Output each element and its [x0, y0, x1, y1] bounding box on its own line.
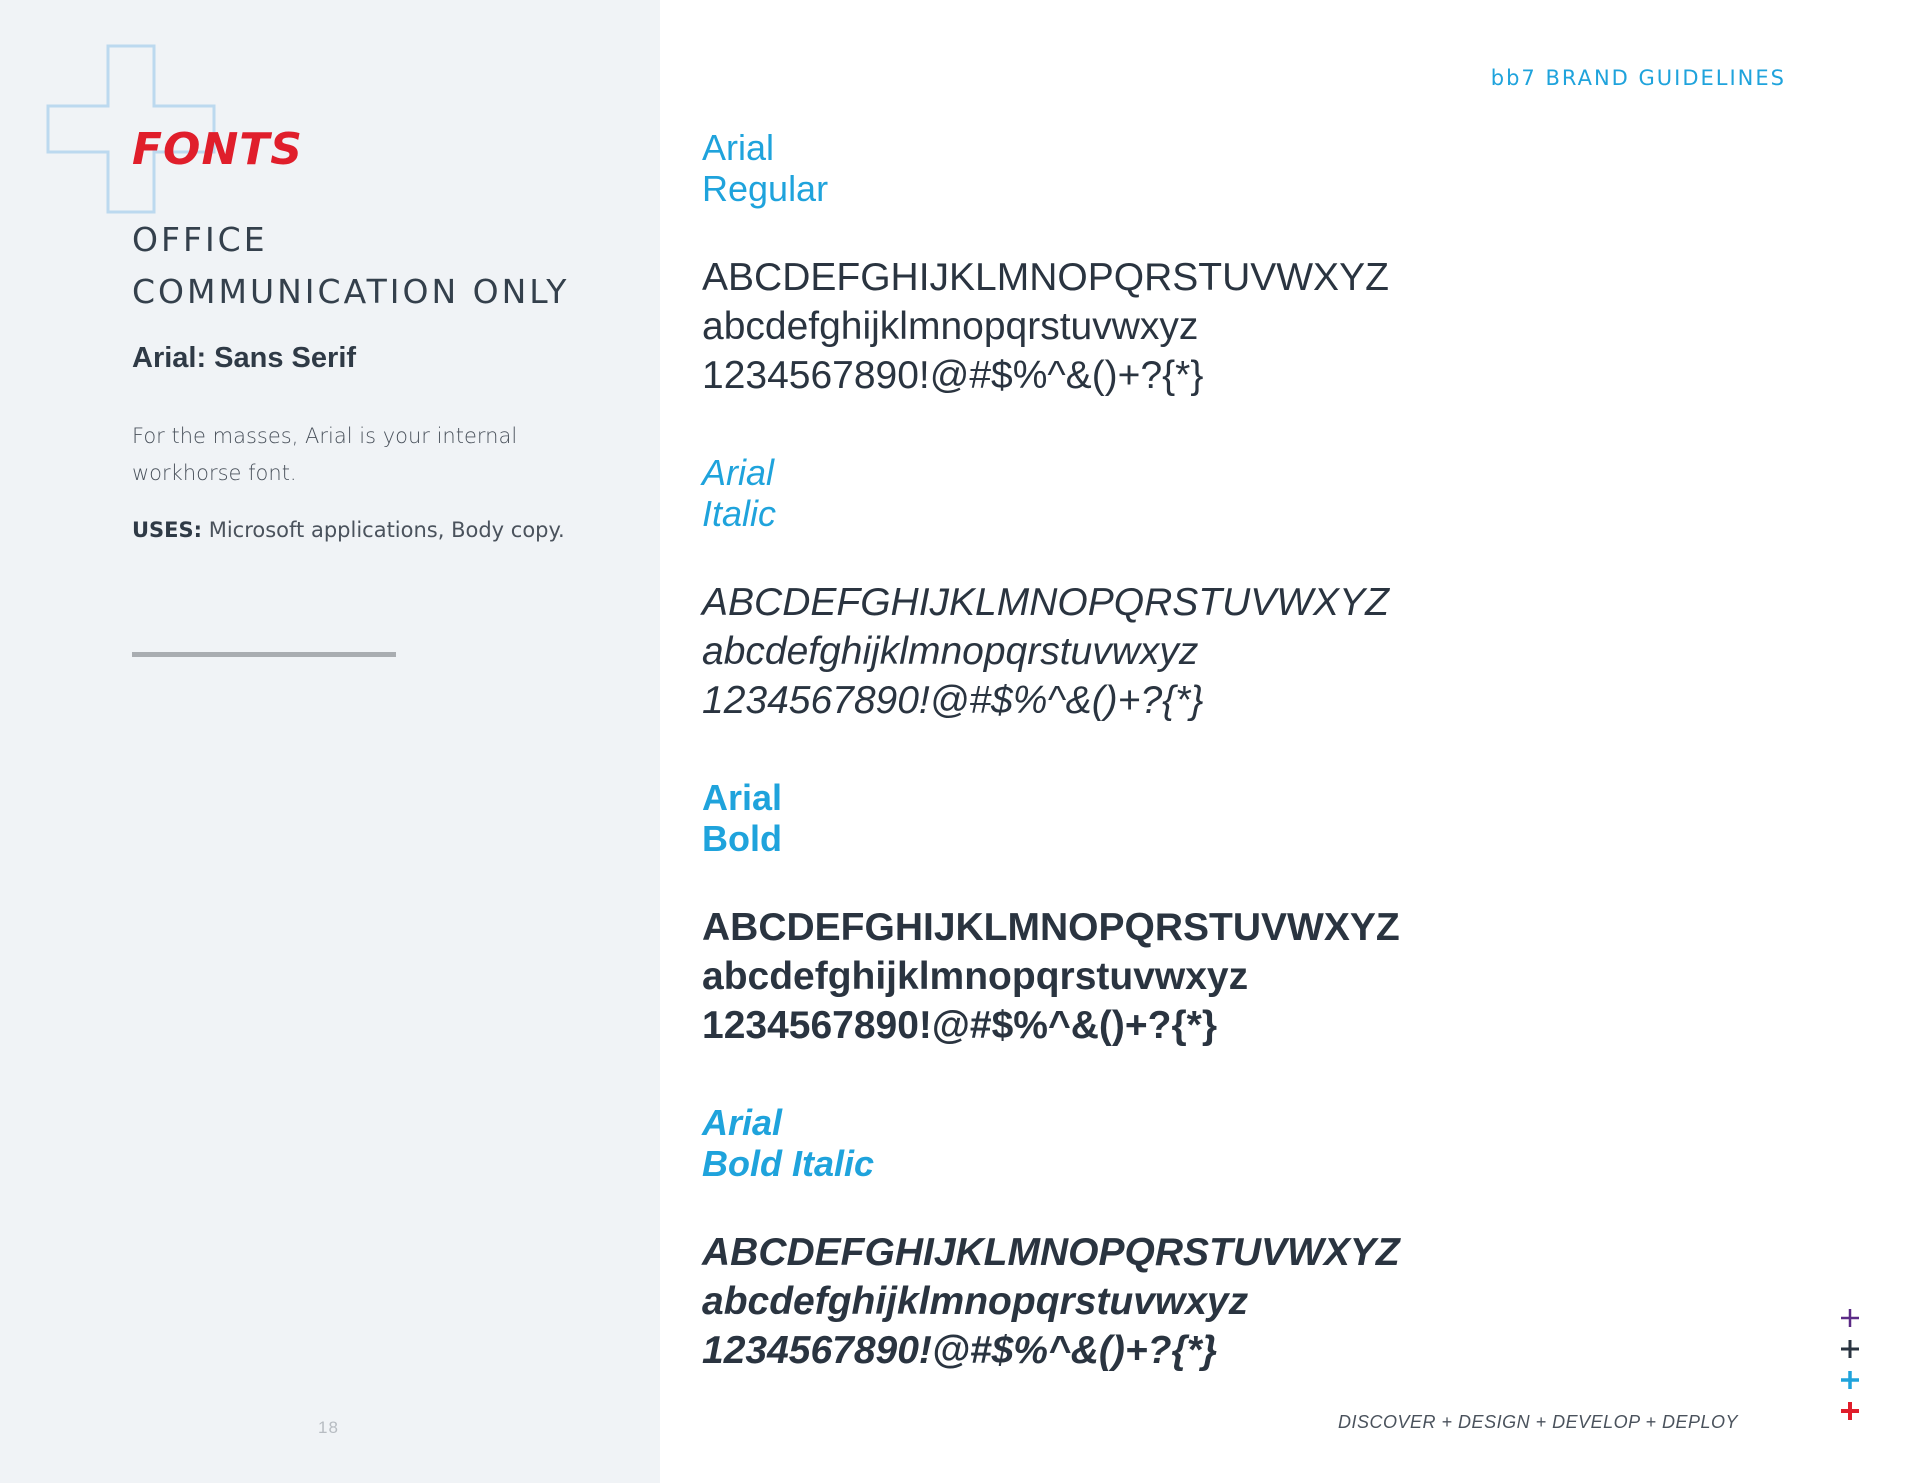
lowercase-line: abcdefghijklmnopqrstuvwxyz: [702, 630, 1199, 673]
plus-stack: [1838, 1306, 1866, 1430]
sample-title-line1: Arial: [702, 452, 775, 493]
uppercase-line: ABCDEFGHIJKLMNOPQRSTUVWXYZ: [702, 581, 1389, 624]
footer-tagline: DISCOVER + DESIGN + DEVELOP + DEPLOY: [1338, 1412, 1738, 1432]
lowercase-line: abcdefghijklmnopqrstuvwxyz: [702, 955, 1249, 998]
uppercase-line: ABCDEFGHIJKLMNOPQRSTUVWXYZ: [702, 256, 1389, 299]
sample-arial-regular: [702, 127, 1389, 400]
sample-arial-bold-italic: [702, 1102, 1400, 1375]
sample-title-line2: Bold: [702, 818, 782, 859]
divider: [132, 652, 396, 657]
sample-arial-bold: [702, 777, 1400, 1050]
numbers-line: 1234567890!@#$%^&()+?{*}: [702, 354, 1204, 397]
font-description: For the masses, Arial is your internal workhorse font.: [132, 424, 518, 485]
sample-arial-italic: [702, 452, 1389, 725]
uses-label: USES:: [132, 518, 203, 542]
numbers-line: 1234567890!@#$%^&()+?{*}: [702, 1329, 1218, 1372]
page-number: 18: [318, 1418, 339, 1437]
sample-title: [702, 777, 1400, 859]
plus-red-icon: [1838, 1399, 1862, 1423]
sample-title-line2: Italic: [702, 493, 777, 534]
page-title: FONTS: [132, 124, 303, 175]
uppercase-line: ABCDEFGHIJKLMNOPQRSTUVWXYZ: [702, 906, 1400, 949]
font-uses: [132, 512, 572, 549]
sample-characters: [702, 1228, 1400, 1375]
numbers-line: 1234567890!@#$%^&()+?{*}: [702, 679, 1204, 722]
plus-purple-icon: [1838, 1306, 1862, 1330]
sample-title: [702, 452, 1389, 534]
numbers-line: 1234567890!@#$%^&()+?{*}: [702, 1004, 1218, 1047]
sample-title-line2: Bold Italic: [702, 1143, 875, 1184]
plus-blue-icon: [1838, 1368, 1862, 1392]
plus-navy-icon: [1838, 1337, 1862, 1361]
sample-title: [702, 1102, 1400, 1184]
sample-title: [702, 127, 1389, 209]
font-family-name: Arial: Sans Serif: [132, 342, 357, 374]
left-panel: [0, 0, 660, 1483]
sample-characters: [702, 903, 1400, 1050]
sample-title-line1: Arial: [702, 127, 775, 168]
header-label: bb7 BRAND GUIDELINES: [1490, 66, 1786, 90]
sample-title-line1: Arial: [702, 1102, 783, 1143]
lowercase-line: abcdefghijklmnopqrstuvwxyz: [702, 1280, 1249, 1323]
section-subtitle: OFFICE COMMUNICATION ONLY: [132, 220, 570, 311]
sample-characters: [702, 578, 1389, 725]
uses-text: Microsoft applications, Body copy.: [202, 518, 565, 542]
sample-title-line2: Regular: [702, 168, 829, 209]
lowercase-line: abcdefghijklmnopqrstuvwxyz: [702, 305, 1199, 348]
sample-characters: [702, 253, 1389, 400]
uppercase-line: ABCDEFGHIJKLMNOPQRSTUVWXYZ: [702, 1231, 1400, 1274]
sample-title-line1: Arial: [702, 777, 783, 818]
